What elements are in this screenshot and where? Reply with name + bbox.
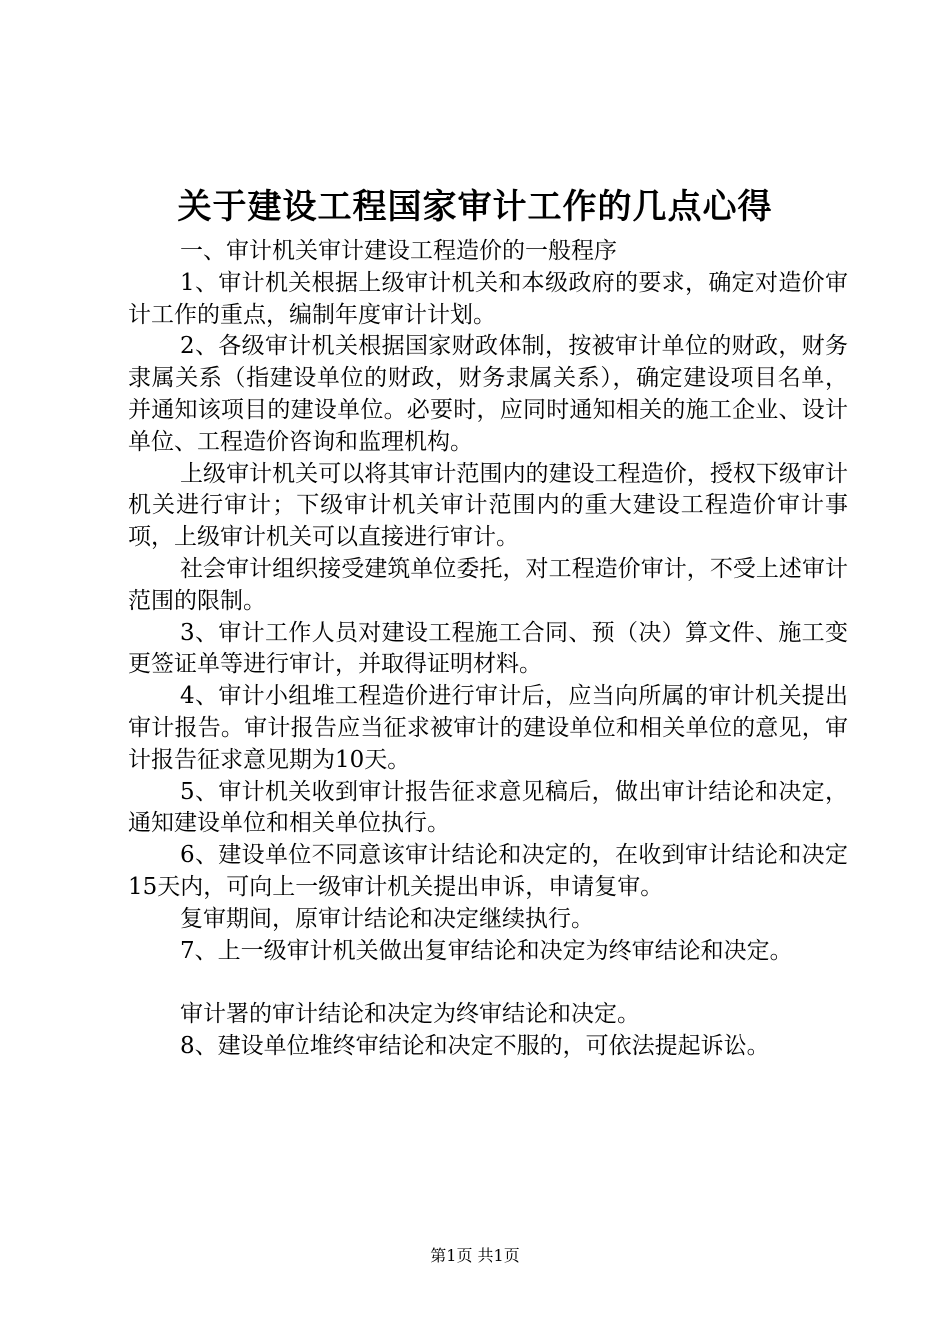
section-heading: 一、审计机关审计建设工程造价的一般程序 — [180, 238, 617, 264]
paragraph-8: 6、建设单位不同意该审计结论和决定的，在收到审计结论和决定15天内，可向上一级审计机关提出申诉，申请复审。 — [128, 842, 848, 900]
paragraph-2: 2、各级审计机关根据国家财政体制，按被审计单位的财政，财务隶属关系（指建设单位的财政，财务隶属关系），确定建设项目名单，并通知该项目的建设单位。必要时，应同时通知相关的施工企业、设计单位、工程造价咨询和监理机构。 — [128, 333, 848, 455]
paragraph-10: 7、上一级审计机关做出复审结论和决定为终审结论和决定。 — [180, 937, 793, 964]
paragraph-11: 审计署的审计结论和决定为终审结论和决定。 — [180, 1001, 640, 1028]
paragraph-1: 1、审计机关根据上级审计机关和本级政府的要求，确定对造价审计工作的重点，编制年度审计计划。 — [128, 269, 848, 328]
paragraph-6: 4、审计小组堆工程造价进行审计后，应当向所属的审计机关提出审计报告。审计报告应当征求被审计的建设单位和相关单位的意见，审计报告征求意见期为10天。 — [128, 683, 848, 773]
paragraph-9: 复审期间，原审计结论和决定继续执行。 — [180, 905, 594, 932]
paragraph-5: 3、审计工作人员对建设工程施工合同、预（决）算文件、施工变更签证单等进行审计，并取得证明材料。 — [128, 619, 848, 678]
paragraph-3: 上级审计机关可以将其审计范围内的建设工程造价，授权下级审计机关进行审计；下级审计机关审计范围内的重大建设工程造价审计事项，上级审计机关可以直接进行审计。 — [128, 460, 848, 551]
paragraph-12: 8、建设单位堆终审结论和决定不服的，可依法提起诉讼。 — [180, 1032, 770, 1059]
page-footer: 第1页 共1页 — [430, 1246, 520, 1265]
document-body — [128, 236, 848, 1063]
paragraph-7: 5、审计机关收到审计报告征求意见稿后，做出审计结论和决定，通知建设单位和相关单位执行。 — [128, 778, 848, 837]
paragraph-4: 社会审计组织接受建筑单位委托，对工程造价审计，不受上述审计范围的限制。 — [128, 555, 848, 614]
document-title: 关于建设工程国家审计工作的几点心得 — [177, 187, 773, 227]
